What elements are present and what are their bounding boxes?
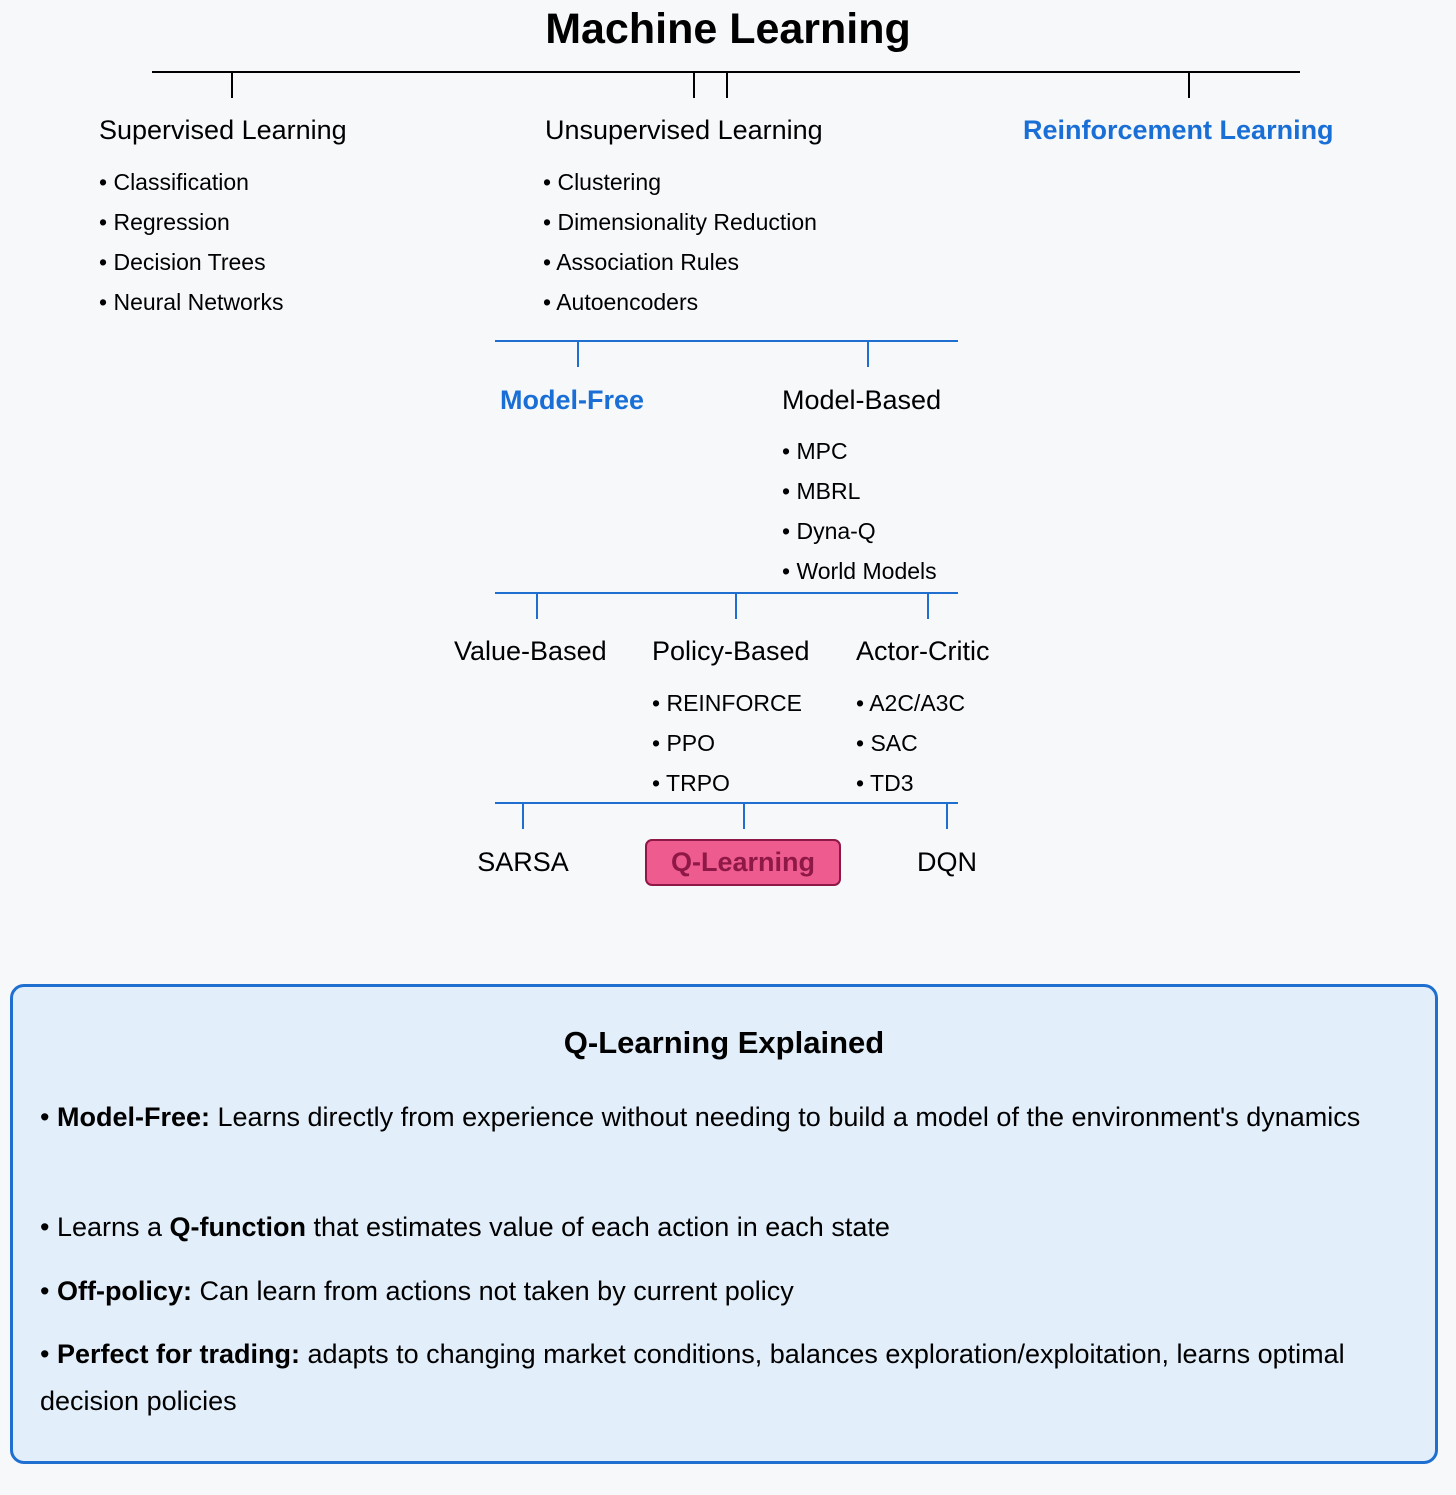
panel-point-bold: Q-function <box>169 1212 307 1242</box>
node-sarsa: SARSA <box>477 847 569 877</box>
list-item: • TRPO <box>652 769 802 809</box>
list-item: • MBRL <box>782 477 937 517</box>
panel-point-q-function <box>40 1204 1370 1251</box>
panel-title: Q-Learning Explained <box>563 1025 885 1060</box>
list-item: • Neural Networks <box>99 288 283 328</box>
node-model-free: Model-Free <box>500 385 645 415</box>
diagram-title: Machine Learning <box>545 5 911 53</box>
list-item: • MPC <box>782 437 937 477</box>
list-item: • Decision Trees <box>99 248 283 288</box>
policy-based-items <box>652 689 802 809</box>
explanation-panel <box>10 984 1438 1464</box>
list-item: • Association Rules <box>543 248 817 288</box>
list-item: • Dyna-Q <box>782 517 937 557</box>
node-policy-based: Policy-Based <box>652 636 810 666</box>
panel-point-text: that estimates value of each action in each state <box>306 1212 890 1242</box>
supervised-items <box>99 168 283 328</box>
connector-level2-bar <box>495 340 958 342</box>
panel-point-trading <box>40 1331 1370 1425</box>
actor-critic-items <box>856 689 965 809</box>
panel-point-bold: Off-policy: <box>56 1276 192 1306</box>
node-model-based: Model-Based <box>782 385 942 415</box>
node-q-learning-highlight <box>645 839 841 886</box>
panel-point-text: adapts to changing market conditions, balances exploration/exploitation, learns optimal decision policies <box>40 1339 1345 1416</box>
connector-model-free <box>577 340 579 367</box>
node-q-learning-label: Q-Learning <box>670 847 815 877</box>
connector-level3-bar <box>495 592 958 594</box>
panel-point-model-free <box>40 1094 1370 1141</box>
node-actor-critic: Actor-Critic <box>856 636 990 666</box>
list-item: • World Models <box>782 557 937 597</box>
connector-sarsa <box>522 802 524 829</box>
panel-point-text: Can learn from actions not taken by current policy <box>191 1276 794 1306</box>
node-supervised-learning: Supervised Learning <box>99 115 347 145</box>
panel-point-text: Learns directly from experience without needing to build a model of the environment's dynamics <box>209 1102 1361 1132</box>
list-item: • Clustering <box>543 168 817 208</box>
list-item: • Classification <box>99 168 283 208</box>
connector-unsupervised-a <box>693 71 695 98</box>
panel-point-pre: Learns a <box>56 1212 170 1242</box>
node-dqn: DQN <box>917 847 977 877</box>
list-item: • SAC <box>856 729 965 769</box>
list-item: • REINFORCE <box>652 689 802 729</box>
unsupervised-items <box>543 168 817 328</box>
list-item: • A2C/A3C <box>856 689 965 729</box>
connector-reinforcement <box>1188 71 1190 98</box>
node-unsupervised-learning: Unsupervised Learning <box>545 115 823 145</box>
list-item: • Regression <box>99 208 283 248</box>
list-item: • Dimensionality Reduction <box>543 208 817 248</box>
connector-dqn <box>946 802 948 829</box>
connector-supervised <box>231 71 233 98</box>
connector-model-based <box>867 340 869 367</box>
connector-unsupervised-b <box>726 71 728 98</box>
list-item: • Autoencoders <box>543 288 817 328</box>
model-based-items <box>782 437 937 597</box>
connector-q-learning <box>743 802 745 829</box>
list-item: • PPO <box>652 729 802 769</box>
connector-policy-based <box>735 592 737 619</box>
connector-actor-critic <box>927 592 929 619</box>
list-item: • TD3 <box>856 769 965 809</box>
panel-point-bold: Model-Free: <box>56 1102 210 1132</box>
panel-point-bold: Perfect for trading: <box>56 1339 300 1369</box>
node-reinforcement-learning: Reinforcement Learning <box>1023 115 1334 145</box>
panel-point-off-policy <box>40 1268 1370 1315</box>
connector-value-based <box>536 592 538 619</box>
connector-level4-bar <box>495 802 958 804</box>
node-value-based: Value-Based <box>454 636 607 666</box>
